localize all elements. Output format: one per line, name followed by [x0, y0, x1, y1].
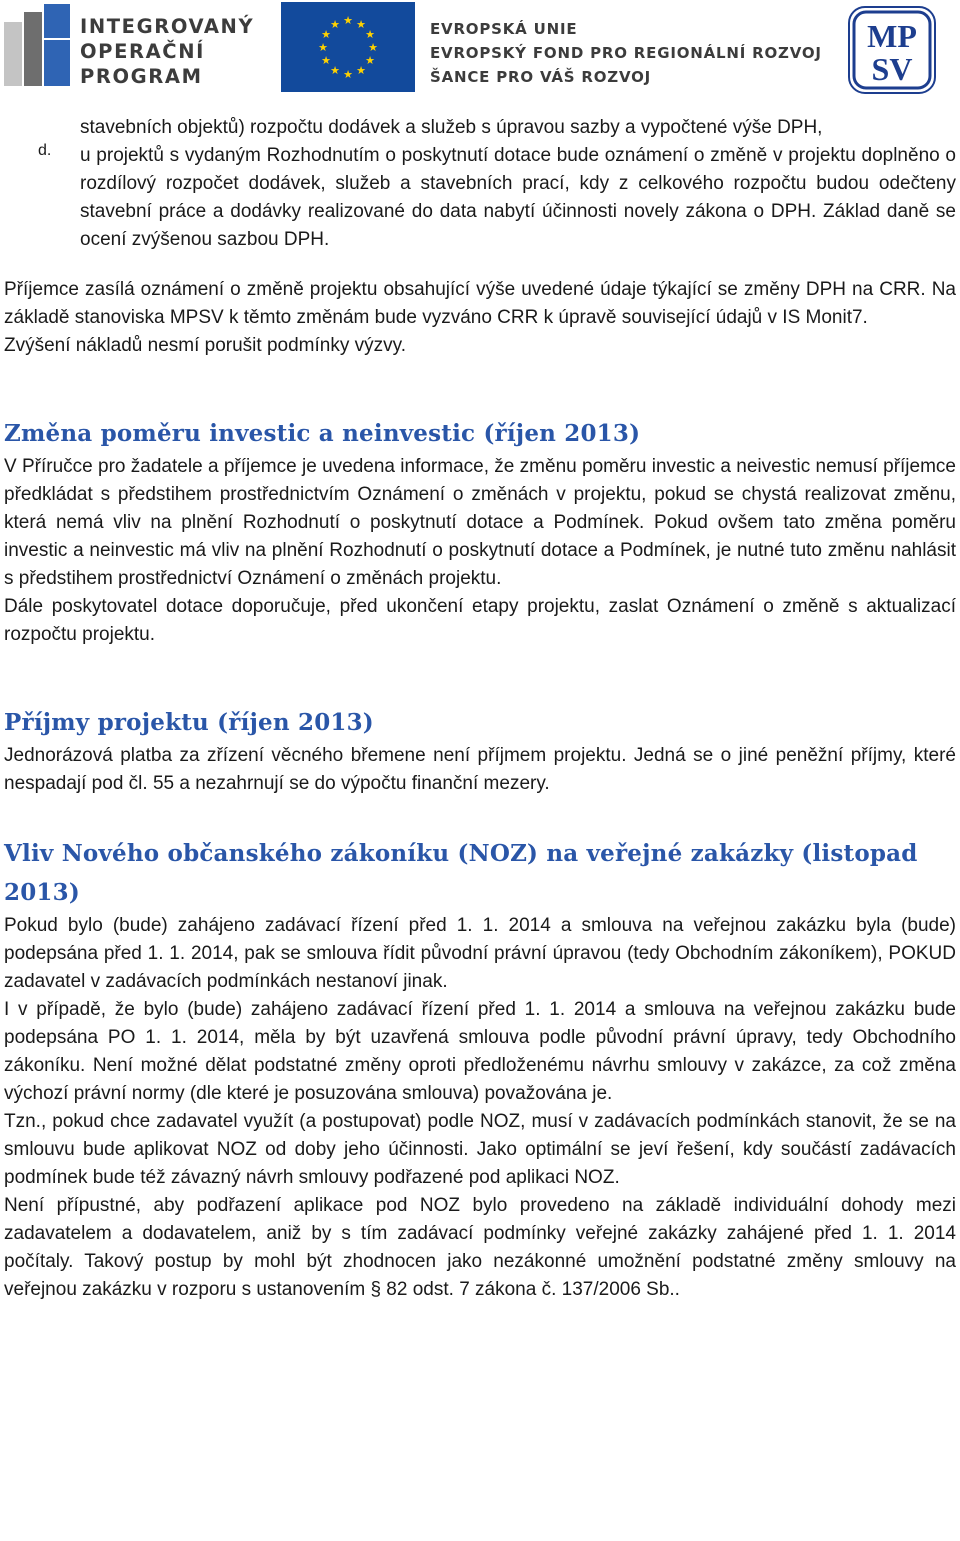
- svg-text:★: ★: [368, 41, 378, 54]
- eu-line-2: EVROPSKÝ FOND PRO REGIONÁLNÍ ROZVOJ: [430, 44, 822, 62]
- section-project-income: [0, 703, 960, 798]
- section-paragraph: V Příručce pro žadatele a příjemce je uvedena informace, že změnu poměru investic a neivestic nemusí příjemce předkládat s předstihem prostřednictvím Oznámení o změnách v projektu, pokud se chystá realizovat změnu, která nemá vliv na plnění Rozhodnutí o poskytnutí dotace a Podmínek. Pokud ovšem tato změna poměru investic a neinvestic má vliv na plnění Rozhodnutí o poskytnutí dotace a Podmínek, je nutné tuto změnu nahlásit s předstihem prostřednictví Oznámení o změnách projektu.: [4, 456, 956, 589]
- iop-line-1: INTEGROVANÝ: [80, 15, 255, 38]
- list-item-d-text: u projektů s vydaným Rozhodnutím o poskytnutí dotace bude oznámení o změně v projektu doplněno o rozdílový rozpočet dodávek, služeb a stavebních prací, kdy z celkového rozpočtu budou odečteny stavební práce a dodávky realizované do data nabytí účinnosti novely zákona o DPH. Základ daně se ocení zvýšenou sazbou DPH.: [80, 145, 956, 250]
- svg-text:★: ★: [330, 18, 340, 31]
- iop-line-3: PROGRAM: [80, 65, 203, 88]
- iop-line-2: OPERAČNÍ: [80, 40, 205, 63]
- svg-text:★: ★: [343, 14, 353, 27]
- section-paragraph: Pokud bylo (bude) zahájeno zadávací řízení před 1. 1. 2014 a smlouva na veřejnou zakázku byla (bude) podepsána před 1. 1. 2014, pak se smlouva řídit původní právní úpravou (tedy Obchodním zákoníkem), POKUD zadavatel v zadávacích podmínkách nestanoví jinak.: [4, 915, 956, 992]
- page-content: [0, 114, 960, 1304]
- svg-text:★: ★: [321, 28, 331, 41]
- spacer: [0, 798, 960, 834]
- svg-text:★: ★: [365, 54, 375, 67]
- svg-text:★: ★: [343, 68, 353, 81]
- list-marker-d: d.: [38, 142, 52, 159]
- spacer: [0, 360, 960, 414]
- numbered-list: [0, 114, 960, 254]
- svg-text:★: ★: [365, 28, 375, 41]
- section-paragraph: I v případě, že bylo (bude) zahájeno zadávací řízení před 1. 1. 2014 a smlouva na veřejnou zakázku bude podepsána PO 1. 1. 2014, měla by být uzavřená smlouva podle původní právní úpravy, tedy Obchodního zákoníku. Není možné dělat podstatné změny oproti předloženému návrhu smlouvy v zakázce, za což změna výchozí právní normy (dle které je posuzována smlouva) považována je.: [4, 999, 956, 1104]
- section-heading: Vliv Nového občanského zákoníku (NOZ) na veřejné zakázky (listopad 2013): [4, 840, 918, 906]
- section-paragraph: Tzn., pokud chce zadavatel využít (a postupovat) podle NOZ, musí v zadávacích podmínkách stanovit, že se na smlouvu bude aplikovat NOZ od doby jeho účinnosti. Jako optimální se jeví řešení, kdy součástí zadávacích podmínek bude též závazný návrh smlouvy podřazené pod aplikaci NOZ.: [4, 1111, 956, 1188]
- intro-section: [0, 276, 960, 360]
- list-item-d: [38, 142, 956, 254]
- svg-text:★: ★: [318, 41, 328, 54]
- iop-logo-icon: [4, 4, 72, 90]
- eu-line-1: EVROPSKÁ UNIE: [430, 20, 578, 38]
- iop-logo-text: [80, 14, 254, 89]
- section-heading: Příjmy projektu (říjen 2013): [4, 709, 374, 736]
- intro-paragraph-2: Zvýšení nákladů nesmí porušit podmínky výzvy.: [4, 335, 406, 356]
- svg-text:SV: SV: [871, 51, 913, 87]
- list-continuation-text: stavebních objektů) rozpočtu dodávek a služeb s úpravou sazby a vypočtené výše DPH,: [80, 117, 823, 138]
- intro-paragraph-1: Příjemce zasílá oznámení o změně projektu obsahující výše uvedené údaje týkající se změny DPH na CRR. Na základě stanoviska MPSV k těmto změnám bude vyzváno CRR k úpravě související údajů v IS Monit7.: [4, 279, 956, 328]
- spacer: [0, 254, 960, 276]
- svg-text:★: ★: [321, 54, 331, 67]
- mpsv-logo-icon: [848, 6, 936, 94]
- section-paragraph: Dále poskytovatel dotace doporučuje, před ukončení etapy projektu, zaslat Oznámení o změně s aktualizací rozpočtu projektu.: [4, 596, 956, 645]
- section-paragraph: Jednorázová platba za zřízení věcného břemene není příjmem projektu. Jedná se o jiné peněžní příjmy, které nespadají pod čl. 55 a nezahrnují se do výpočtu finanční mezery.: [4, 745, 956, 794]
- eu-line-3: ŠANCE PRO VÁŠ ROZVOJ: [430, 68, 652, 86]
- section-heading: Změna poměru investic a neinvestic (říjen 2013): [4, 420, 641, 447]
- section-paragraph: Není přípustné, aby podřazení aplikace pod NOZ bylo provedeno na základě individuální dohody mezi zadavatelem a dodavatelem, aniž by s tím zadávací podmínky veřejné zakázky zahájené před 1. 1. 2014 počítaly. Takový postup by mohl být zhodnocen jako nezákonné umožnění podstatné změny smlouvy na veřejnou zakázku v rozporu s ustanovením § 82 odst. 7 zákona č. 137/2006 Sb..: [4, 1195, 956, 1300]
- svg-text:MP: MP: [867, 18, 917, 54]
- svg-text:★: ★: [330, 64, 340, 77]
- svg-text:★: ★: [356, 64, 366, 77]
- section-noz-impact: [0, 834, 960, 1304]
- page-header: [0, 0, 960, 100]
- eu-logo-text: [430, 17, 822, 89]
- eu-flag-icon: [281, 2, 415, 92]
- section-investment-ratio: [0, 414, 960, 649]
- svg-text:★: ★: [356, 18, 366, 31]
- spacer: [0, 649, 960, 703]
